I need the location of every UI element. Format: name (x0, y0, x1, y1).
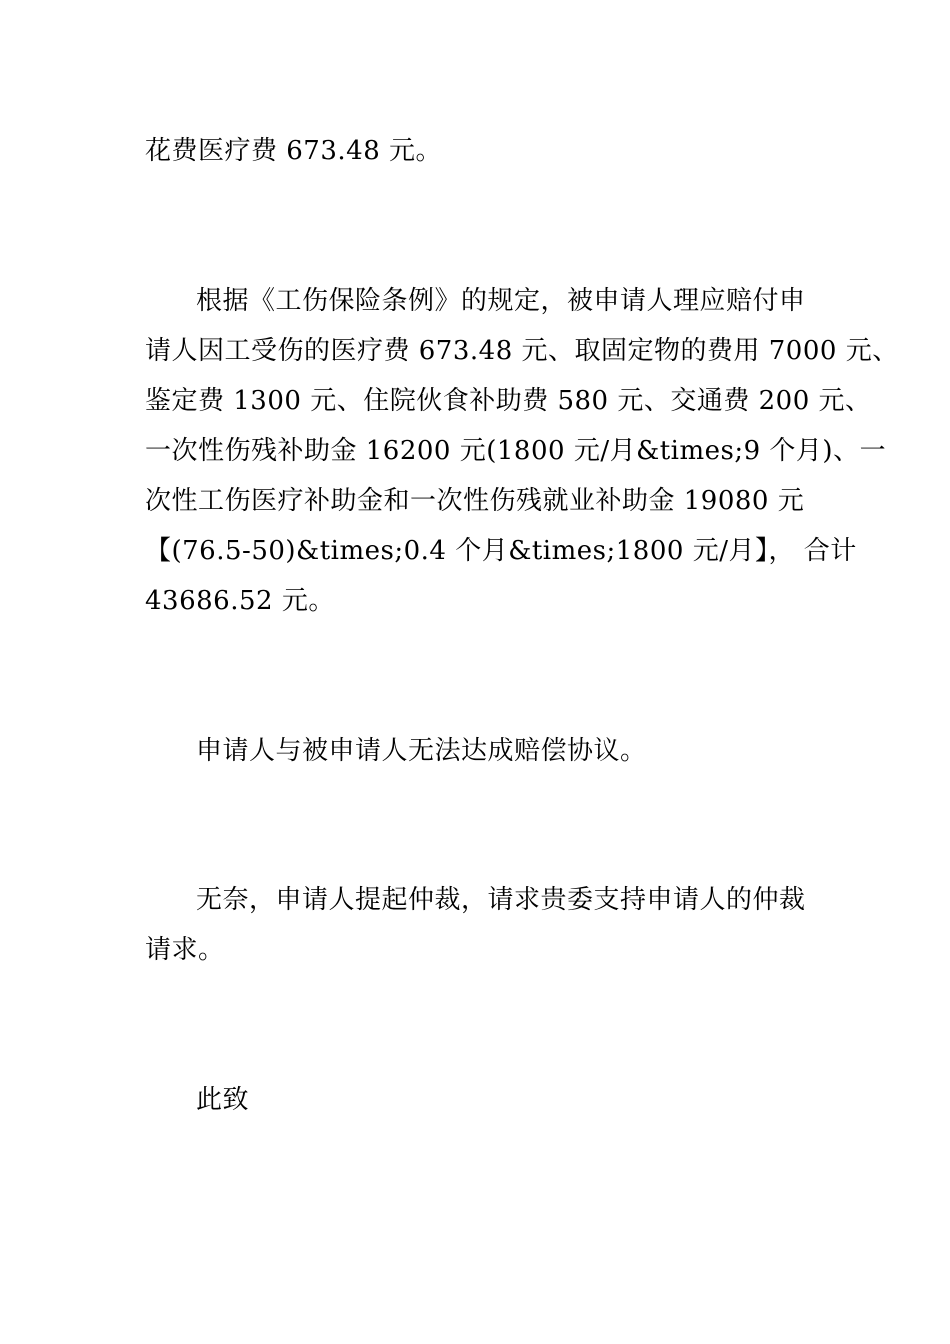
paragraph-compensation-line-5: 次性工伤医疗补助金和一次性伤残就业补助金 19080 元 (145, 486, 805, 516)
paragraph-compensation-line-1: 根据《工伤保险条例》的规定，被申请人理应赔付申 (196, 286, 806, 316)
paragraph-arbitration-line-2: 请求。 (145, 935, 225, 965)
paragraph-medical-cost: 花费医疗费 673.48 元。 (145, 136, 443, 166)
paragraph-compensation-line-6: 【(76.5-50)&times;0.4 个月&times;1800 元/月】， 合计 (145, 536, 857, 566)
paragraph-arbitration-line-1: 无奈，申请人提起仲裁，请求贵委支持申请人的仲裁 (196, 885, 806, 915)
paragraph-no-agreement: 申请人与被申请人无法达成赔偿协议。 (196, 736, 647, 766)
paragraph-closing: 此致 (196, 1085, 250, 1115)
paragraph-compensation-line-7: 43686.52 元。 (145, 586, 335, 616)
paragraph-compensation-line-2: 请人因工受伤的医疗费 673.48 元、取固定物的费用 7000 元、 (145, 336, 899, 366)
paragraph-compensation-line-4: 一次性伤残补助金 16200 元(1800 元/月&times;9 个月)、一 (145, 436, 887, 466)
paragraph-compensation-line-3: 鉴定费 1300 元、住院伙食补助费 580 元、交通费 200 元、 (145, 386, 872, 416)
